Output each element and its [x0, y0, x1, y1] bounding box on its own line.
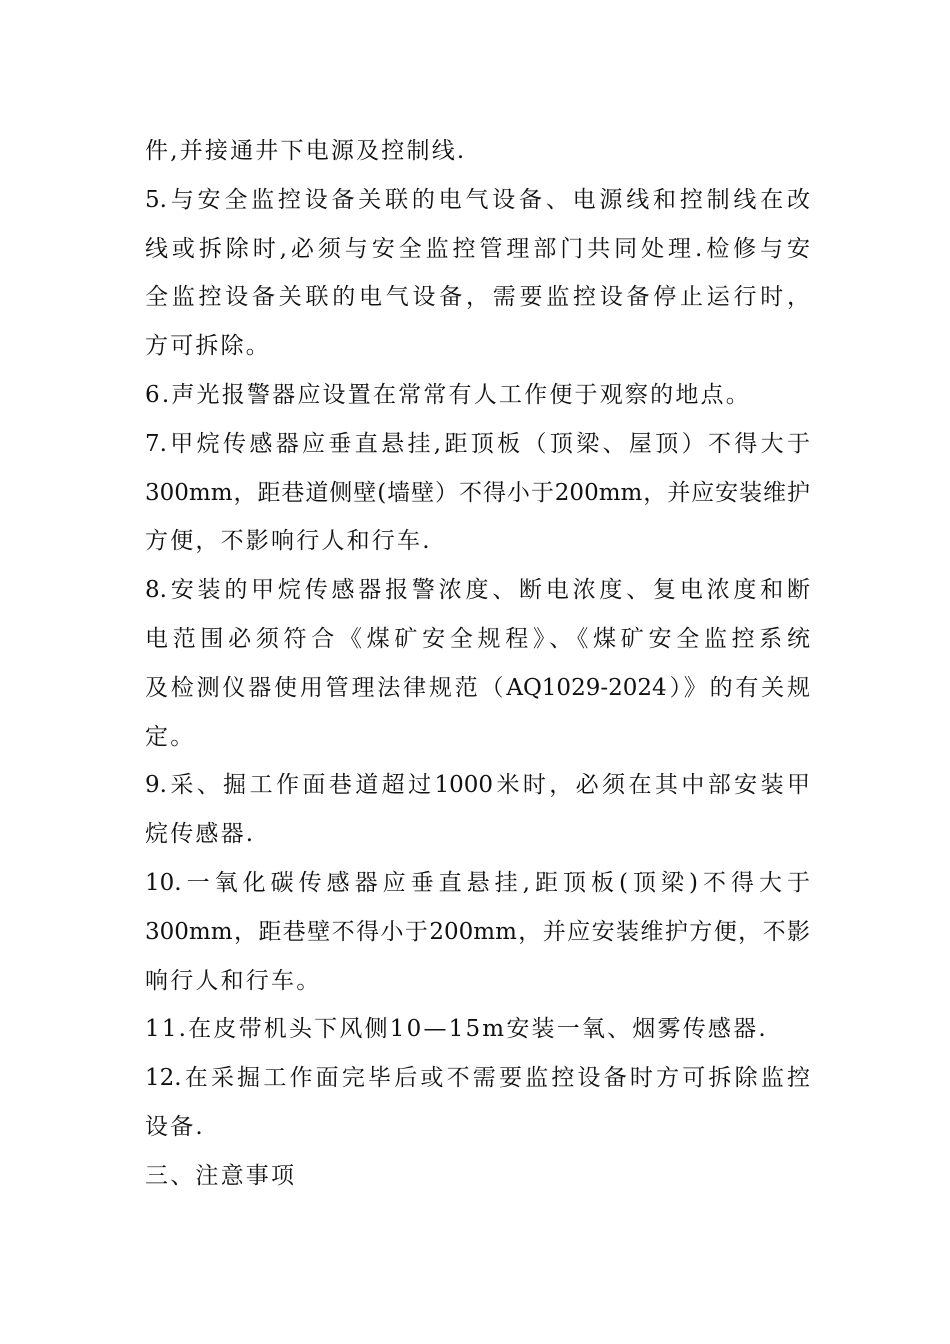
text-line: 全监控设备关联的电气设备，需要监控设备停止运行时，	[145, 284, 810, 311]
text-line: 11.在皮带机头下风侧10—15m安装一氧、烟雾传感器.	[145, 1016, 768, 1043]
section-heading: 三、注意事项	[145, 1162, 297, 1189]
text-line: 电范围必须符合《煤矿安全规程》、《煤矿安全监控系统	[145, 625, 810, 652]
text-line: 方便，不影响行人和行车.	[145, 528, 432, 555]
text-line: 响行人和行车。	[145, 967, 322, 994]
text-line: 7.甲烷传感器应垂直悬挂,距顶板（顶梁、屋顶）不得大于	[145, 430, 810, 457]
text-line: 方可拆除。	[145, 333, 271, 360]
text-line: 设备.	[145, 1113, 205, 1140]
text-line: 8.安装的甲烷传感器报警浓度、断电浓度、复电浓度和断	[145, 577, 810, 604]
text-line: 件,并接通井下电源及控制线.	[145, 138, 467, 164]
text-line: 10.一氧化碳传感器应垂直悬挂,距顶板(顶梁)不得大于	[145, 869, 810, 896]
text-line: 12.在采掘工作面完毕后或不需要监控设备时方可拆除监控	[145, 1065, 810, 1092]
text-line: 300mm，距巷壁不得小于200mm，并应安装维护方便，不影	[145, 918, 810, 945]
body-text	[145, 127, 810, 1201]
text-line: 6.声光报警器应设置在常常有人工作便于观察的地点。	[145, 381, 751, 408]
text-line: 烷传感器.	[145, 821, 256, 848]
text-line: 300mm，距巷道侧壁(墙壁）不得小于200mm，并应安装维护	[145, 479, 810, 506]
text-line: 9.采、掘工作面巷道超过1000米时，必须在其中部安装甲	[145, 772, 810, 799]
text-line: 定。	[145, 723, 196, 750]
text-line: 及检测仪器使用管理法律规范（AQ1029-2024）》的有关规	[145, 674, 810, 701]
text-line: 5.与安全监控设备关联的电气设备、电源线和控制线在改	[145, 186, 810, 213]
text-line: 线或拆除时,必须与安全监控管理部门共同处理.检修与安	[145, 235, 810, 262]
